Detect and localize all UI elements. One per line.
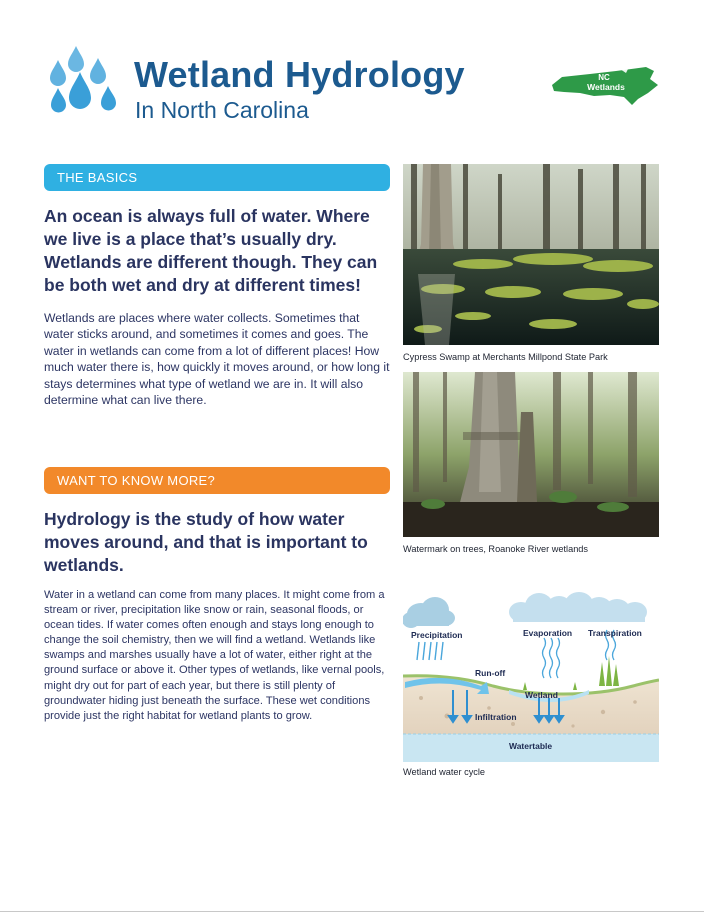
water-drops-icon xyxy=(46,44,118,120)
page-header xyxy=(0,0,704,140)
more-lead: Hydrology is the study of how water moves around, and that is important to wetlands. xyxy=(44,509,368,575)
label-precipitation: Precipitation xyxy=(411,630,463,640)
basics-lead: An ocean is always full of water. Where we live is a place that’s usually dry. Wetlands are different though. They can be both wet and dry at different times! xyxy=(44,206,378,295)
logo-text-wetlands: Wetlands xyxy=(587,82,625,92)
basics-section xyxy=(44,164,390,408)
diagram-caption: Wetland water cycle xyxy=(403,767,486,777)
basics-body: Wetlands are places where water collects. Sometimes that water sticks around, and sometimes it comes and goes. The water in wetlands can come from a lot of different places! How much water there is, how quickly it moves around, or how long it stays determines what type of wetland we are in. It will also determine what can live there. xyxy=(44,311,390,408)
page-title: Wetland Hydrology xyxy=(134,54,465,95)
label-watertable: Watertable xyxy=(509,741,553,751)
label-evaporation: Evaporation xyxy=(523,628,573,638)
label-infiltration: Infiltration xyxy=(475,712,517,722)
water-cycle-diagram xyxy=(403,590,659,762)
label-wetland: Wetland xyxy=(525,690,558,700)
page-bottom-rule xyxy=(0,911,704,912)
logo-text-nc: NC xyxy=(598,73,610,82)
page-subtitle: In North Carolina xyxy=(135,97,309,123)
label-runoff: Run-off xyxy=(475,668,506,678)
more-pill: WANT TO KNOW MORE? xyxy=(44,467,390,494)
label-transpiration: Transpiration xyxy=(588,628,642,638)
more-section xyxy=(44,467,390,724)
photo-caption-2: Watermark on trees, Roanoke River wetlands xyxy=(403,544,589,554)
more-body: Water in a wetland can come from many places. It might come from a stream or river, precipitation like snow or rain, seasonal floods, or ocean tides. If water comes often enough and stays long enough to change the soil chemistry, then we will find a wetland. Wetlands like swamps and marshes usually have a lot of water, either right at the ground surface or above it. Other types of wetlands, like vernal pools, might dry out for part of each year, but there is still plenty of groundwater hiding just beneath the surface. These wet conditions provide just the right habitat for wetland plants to grow. xyxy=(44,589,385,722)
photo-caption-1: Cypress Swamp at Merchants Millpond State Park xyxy=(403,352,608,362)
watermark-trees-photo xyxy=(403,372,659,537)
cypress-swamp-photo xyxy=(403,164,659,345)
basics-pill: THE BASICS xyxy=(44,164,390,191)
photo-column xyxy=(403,164,659,554)
nc-wetlands-logo xyxy=(550,63,660,107)
